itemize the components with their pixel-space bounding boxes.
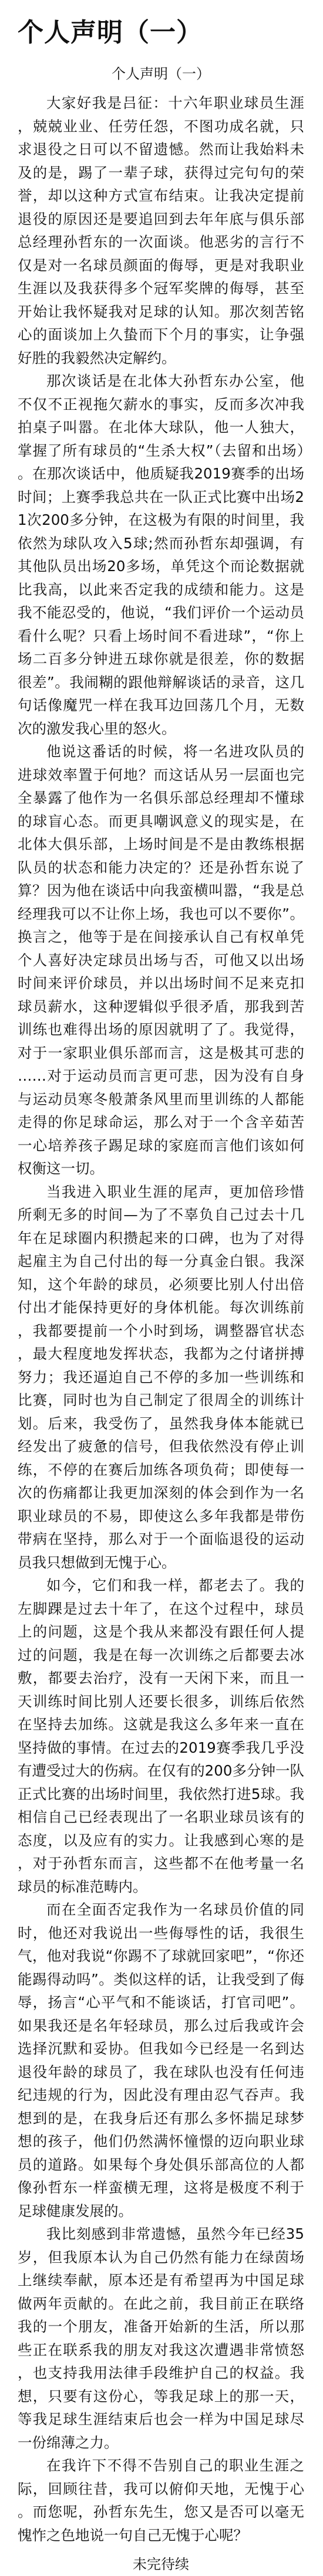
paragraph-2: 那次谈话是在北体大孙哲东办公室，他不仅不正视拖欠薪水的事实，反而多次冲我拍桌子叫嚣。在北体大球队，他一人独大，掌握了所有球员的“生杀大权”（去留和出场）。在那次谈话中，他质疑我2019赛季的出场时间；上赛季我总共在一队正式比赛中出场21次200多分钟，在这极为有限的时间里，我依然为球队攻入5球;然而孙哲东却强调，有其他队员出场20多场，单凭这个而论数据就比我高，以此来否定我的成绩和能力。这是我不能忍受的，他说，“我们评价一个运动员看什么呢？只看上场时间不看进球”，“你上场二百多分钟进五球你就是很差，你的数据很差”。我闹糊的跟他辩解谈话的录音，这几句话像魔咒一样在我耳边回荡几个月，无数次的激发我心里的怒火。 <box>18 372 304 737</box>
page-title: 个人声明（一） <box>18 18 203 47</box>
statement-body <box>18 91 304 2547</box>
to-be-continued-note: 未完待续 <box>133 2556 189 2572</box>
paragraph-8: 在我许下不得不告别自己的职业生涯之际，回顾往昔，我可以俯仰天地，无愧于心。而您呢，孙哲东先生，您又是否可以毫无愧怍之色地说一句自己无愧于心呢？ <box>18 2457 304 2544</box>
paragraph-7: 我比刻感到非常遗憾，虽然今年已经35岁，但我原本认为自己仍然有能力在绿茵场上继续奉献，原本还是有希望再为中国足球做两年贡献的。在此之前，我目前正在联络我的一个朋友，准备开始新的生活，所以那些正在联系我的朋友对我这次遭遇非常愤怒，也支持我用法律手段维护自己的权益。我想，只要有这份心，等我足球上的那一天，等我足球生涯结束后也会一样为中国足球尽一份绵薄之力。 <box>18 2225 304 2451</box>
paragraph-5: 如今，它们和我一样，都老去了。我的左脚踝是过去十年了，在这个过程中，球员上的问题，这是个我从来都没有跟任何人提过的问题，我是在每一次训练之后都要去冰敷，都要去治疗，没有一天闲下来，而且一天训练时间比别人还要长很多，训练后依然在坚持去加练。这就是我这么多年来一直在坚持做的事情。在过去的2019赛季我几乎没有遭受过大的伤病。在仅有的200多分钟一队正式比赛的出场时间里，我依然打进5球。我相信自己已经表现出了一名职业球员该有的态度，以及应有的实力。让我感到心寒的是，对于孙哲东而言，这些都不在他考量一名球员的标准范畴内。 <box>18 1577 304 1895</box>
paragraph-1: 大家好我是吕征：十六年职业球员生涯，兢兢业业、任劳任怨，不图功成名就，只求退役之日可以不留遗憾。然而让我始料未及的是，踢了一辈子球，获得过完句句的荣誉，却以这种方式宣布结束。让我决定提前退役的原因还是要追回到去年年底与俱乐部总经理孙哲东的一次面谈。他恶劣的言行不仅是对一名球员颜面的侮辱，更是对我职业生涯以及我获得多个冠军奖牌的侮辱，甚至开始让我怀疑我对足球的认知。那次刻苦铭心的面谈加上久蛰而下个月的事实，让争强好胜的我毅然决定解约。 <box>18 94 304 366</box>
paragraph-4: 当我进入职业生涯的尾声，更加倍珍惜所剩无多的时间—为了不辜负自己过去十几年在足球圈内积攒起来的口碑，也为了对得起雇主为自己付出的每一分真金白银。我深知，这个年龄的球员，必须要比别人付出倍付出才能保持更好的身体机能。每次训练前，我都要提前一个小时到场，调整器官状态，最大程度地发挥状态，我都为之付诸拼搏努力；我还逼迫自己不停的多加一些训练和比赛，同时也为自己制定了很周全的训练计划。后来，我受伤了，虽然我身体本能就已经发出了疲惫的信号，但我依然没有停止训练，不停的在赛后加练各项负荷；即使每一次的伤痛都让我更加深刻的体会到作为一名职业球员的不易，即使这么多年我都是带伤带病在坚持，那么对于一个面临退役的运动员我只想做到无愧于心。 <box>18 1183 304 1571</box>
paragraph-3: 他说这番话的时候，将一名进攻队员的进球效率置于何地？而这话从另一层面也完全暴露了他作为一名俱乐部总经理却不懂球的球盲心态。而更具嘲讽意义的现实是，在北体大俱乐部，上场时间是不是由教练根据队员的状态和能力决定的？还是孙哲东说了算？因为他在谈话中向我蛮横叫嚣，“我是总经理我可以不让你上场，我也可以不要你”。换言之，他等于是在间接承认自己有权单凭个人喜好决定球员出场与否，可他又以出场时间来评价球员，并以出场时间不足来克扣球员薪水，这种逻辑似乎很矛盾，那我到苦训练也难得出场的原因就明了了。我觉得，对于一家职业俱乐部而言，这是极其可悲的……对于运动员而言更可悲，因为没有自身与运动员寒冬般萧条风里而里训练的人都能走得的你足球命运，那么对于一个含辛茹苦一心培养孩子踢足球的家庭而言他们该如何权衡这一切。 <box>18 743 304 1177</box>
paragraph-6: 而在全面否定我作为一名球员价值的同时，他还对我说出一些侮辱性的话，我很生气，他对我说“你踢不了球就回家吧”，“你还能踢得动吗”。类似这样的话，让我受到了侮辱，扬言“心平气和不能谈话，打官司吧”。如果我还是名年轻球员，那么过后我或许会选择沉默和妥协。但我如今已经是一名到达退役年龄的球员了，我在球队也没有任何违纪违规的行为，因此没有理由忍气吞声。我想到的是，在我身后还有那么多怀揣足球梦想的孩子，他们仍然满怀憧憬的迈向职业球员的道路。如果每个身处俱乐部高位的人都像孙哲东一样蛮横无理，这将是极度不利于足球健康发展的。 <box>18 1901 304 2219</box>
document-subtitle: 个人声明（一） <box>112 66 210 82</box>
